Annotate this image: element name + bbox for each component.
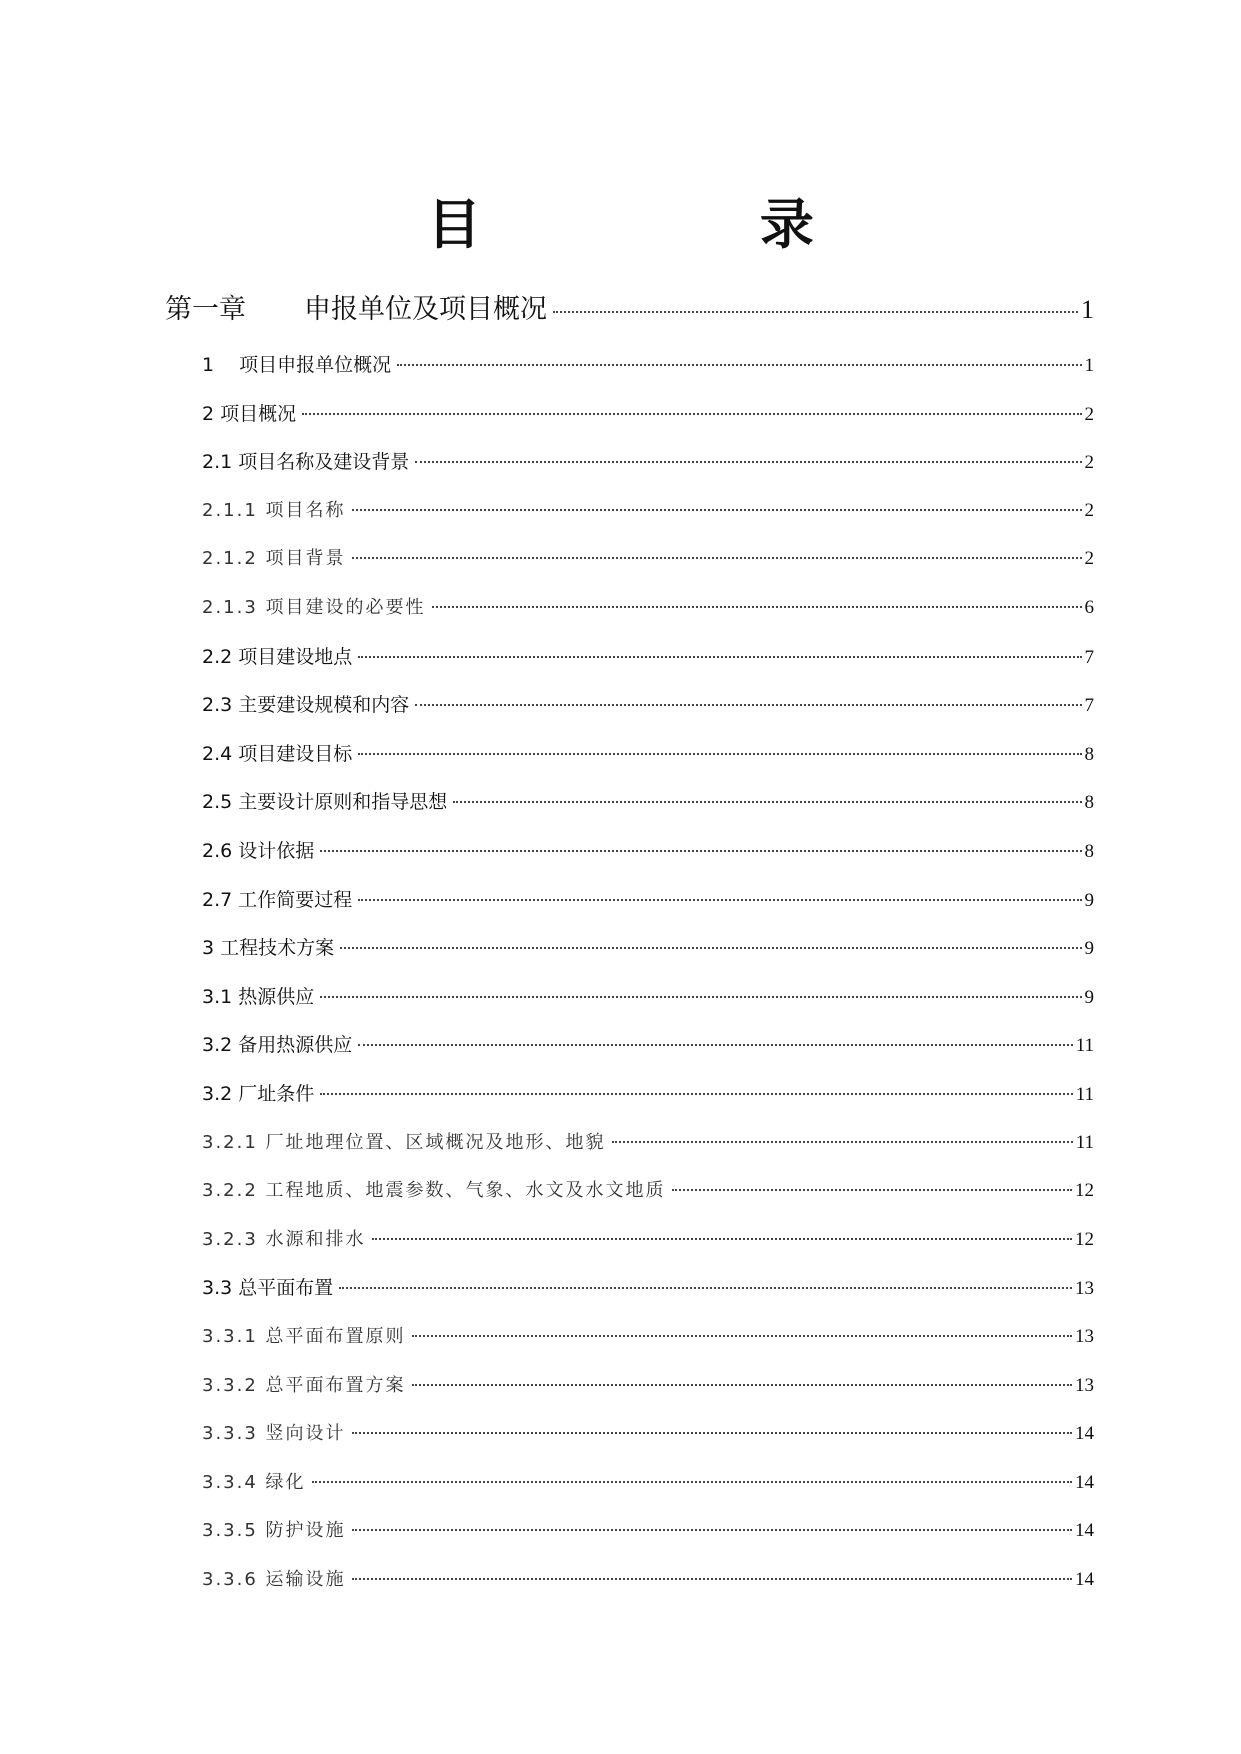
toc-entry[interactable] — [202, 1273, 1094, 1300]
page-number: 9 — [1084, 938, 1094, 959]
dot-leader — [412, 1384, 1072, 1386]
page-number: 2 — [1084, 500, 1094, 521]
toc-entry[interactable] — [202, 496, 1094, 522]
toc-entry[interactable] — [202, 1030, 1094, 1057]
dot-leader — [432, 606, 1082, 608]
toc-entry-label: 2.1 项目名称及建设背景 — [202, 451, 410, 473]
page-number: 1 — [1081, 295, 1094, 324]
dot-leader — [352, 509, 1082, 511]
page-number: 9 — [1084, 987, 1094, 1008]
dot-leader — [553, 311, 1078, 313]
page-number: 9 — [1084, 890, 1094, 911]
toc-entry-label: 2.1.1 项目名称 — [202, 500, 346, 521]
toc-entry-label: 3 工程技术方案 — [202, 937, 335, 959]
chapter-label: 申报单位及项目概况 — [304, 294, 547, 325]
page-title: 目 录 — [427, 193, 944, 256]
page-number: 2 — [1084, 404, 1094, 425]
toc-entry-label: 2.1.3 项目建设的必要性 — [202, 597, 426, 618]
toc-entry-label: 3.2.3 水源和排水 — [202, 1229, 366, 1250]
page-number: 14 — [1075, 1472, 1094, 1493]
page-number: 11 — [1075, 1084, 1094, 1105]
page-number: 1 — [1084, 355, 1094, 376]
toc-entry-label: 2 项目概况 — [202, 403, 297, 425]
toc-entry-label: 3.2.1 厂址地理位置、区域概况及地形、地貌 — [202, 1132, 606, 1153]
toc-entry-label: 1 项目申报单位概况 — [202, 354, 392, 376]
page-number: 12 — [1075, 1229, 1094, 1250]
dot-leader — [320, 996, 1081, 998]
toc-entry[interactable] — [202, 642, 1094, 669]
toc-entry-label: 3.2 厂址条件 — [202, 1083, 315, 1105]
dot-leader — [352, 1529, 1072, 1531]
toc-entry[interactable] — [202, 1322, 1094, 1348]
toc-entry[interactable] — [202, 885, 1094, 912]
toc-entry-label: 2.3 主要建设规模和内容 — [202, 694, 410, 716]
dot-leader — [412, 1335, 1072, 1337]
toc-entry[interactable] — [202, 836, 1094, 863]
toc-entry-label: 2.6 设计依据 — [202, 840, 315, 862]
toc-entry-label: 2.7 工作简要过程 — [202, 889, 353, 911]
toc-entry[interactable] — [202, 593, 1094, 619]
page-number: 11 — [1075, 1132, 1094, 1153]
toc-entry[interactable] — [202, 1371, 1094, 1397]
dot-leader — [358, 899, 1081, 901]
toc-entry[interactable] — [202, 544, 1094, 570]
page-number: 12 — [1075, 1180, 1094, 1201]
toc-entry[interactable] — [202, 933, 1094, 960]
page-number: 2 — [1084, 452, 1094, 473]
page-number: 14 — [1075, 1569, 1094, 1590]
toc-entry-label: 3.3 总平面布置 — [202, 1277, 334, 1299]
page-number: 7 — [1084, 695, 1094, 716]
dot-leader — [453, 801, 1081, 803]
page-number: 14 — [1075, 1423, 1094, 1444]
dot-leader — [320, 1093, 1072, 1095]
dot-leader — [358, 753, 1081, 755]
toc-entry[interactable] — [202, 982, 1094, 1009]
toc-entry-label: 3.3.2 总平面布置方案 — [202, 1375, 406, 1396]
page-number: 11 — [1075, 1035, 1094, 1056]
toc-entry[interactable] — [202, 1468, 1094, 1494]
toc-entry[interactable] — [202, 1516, 1094, 1542]
page-number: 2 — [1084, 548, 1094, 569]
page-number: 13 — [1075, 1278, 1094, 1299]
toc-entry-label: 3.3.4 绿化 — [202, 1472, 306, 1493]
dot-leader — [397, 364, 1081, 366]
toc-entry-label: 2.2 项目建设地点 — [202, 646, 353, 668]
toc-entry[interactable] — [202, 787, 1094, 814]
page-number: 6 — [1084, 597, 1094, 618]
dot-leader — [415, 461, 1081, 463]
toc-entry-label: 3.3.1 总平面布置原则 — [202, 1326, 406, 1347]
page-number: 8 — [1084, 841, 1094, 862]
dot-leader — [339, 1287, 1072, 1289]
toc-entry[interactable] — [202, 1225, 1094, 1251]
dot-leader — [372, 1238, 1072, 1240]
page-number: 13 — [1075, 1326, 1094, 1347]
toc-entry[interactable] — [202, 350, 1094, 377]
dot-leader — [358, 1044, 1072, 1046]
toc-entry-label: 3.2 备用热源供应 — [202, 1034, 353, 1056]
toc-entry-label: 3.3.6 运输设施 — [202, 1569, 346, 1590]
toc-entry-label: 3.3.5 防护设施 — [202, 1520, 346, 1541]
toc-entry[interactable] — [202, 1565, 1094, 1591]
dot-leader — [352, 557, 1082, 559]
toc-entry-label: 3.1 热源供应 — [202, 986, 315, 1008]
toc-entry[interactable] — [202, 447, 1094, 474]
page-number: 7 — [1084, 647, 1094, 668]
toc-entry-label: 2.4 项目建设目标 — [202, 743, 353, 765]
toc-chapter-entry[interactable] — [165, 287, 1094, 326]
toc-entry[interactable] — [202, 1079, 1094, 1106]
page-number: 13 — [1075, 1375, 1094, 1396]
dot-leader — [415, 704, 1081, 706]
dot-leader — [352, 1578, 1072, 1580]
dot-leader — [672, 1189, 1072, 1191]
page-number: 8 — [1084, 792, 1094, 813]
dot-leader — [320, 850, 1081, 852]
toc-entry[interactable] — [202, 399, 1094, 426]
toc-entry-label: 3.2.2 工程地质、地震参数、气象、水文及水文地质 — [202, 1180, 666, 1201]
chapter-number: 第一章 — [165, 294, 246, 325]
dot-leader — [340, 947, 1081, 949]
page-number: 8 — [1084, 744, 1094, 765]
toc-entry[interactable] — [202, 739, 1094, 766]
dot-leader — [612, 1141, 1073, 1143]
dot-leader — [312, 1481, 1072, 1483]
toc-entry[interactable] — [202, 1128, 1094, 1154]
toc-entry-label: 2.5 主要设计原则和指导思想 — [202, 791, 448, 813]
dot-leader — [358, 656, 1081, 658]
toc-entry[interactable] — [202, 690, 1094, 717]
toc-entry-label: 2.1.2 项目背景 — [202, 548, 346, 569]
toc-entry[interactable] — [202, 1419, 1094, 1445]
page-number: 14 — [1075, 1520, 1094, 1541]
dot-leader — [302, 413, 1081, 415]
toc-entry[interactable] — [202, 1176, 1094, 1202]
dot-leader — [352, 1432, 1072, 1434]
toc-entry-label: 3.3.3 竖向设计 — [202, 1423, 346, 1444]
